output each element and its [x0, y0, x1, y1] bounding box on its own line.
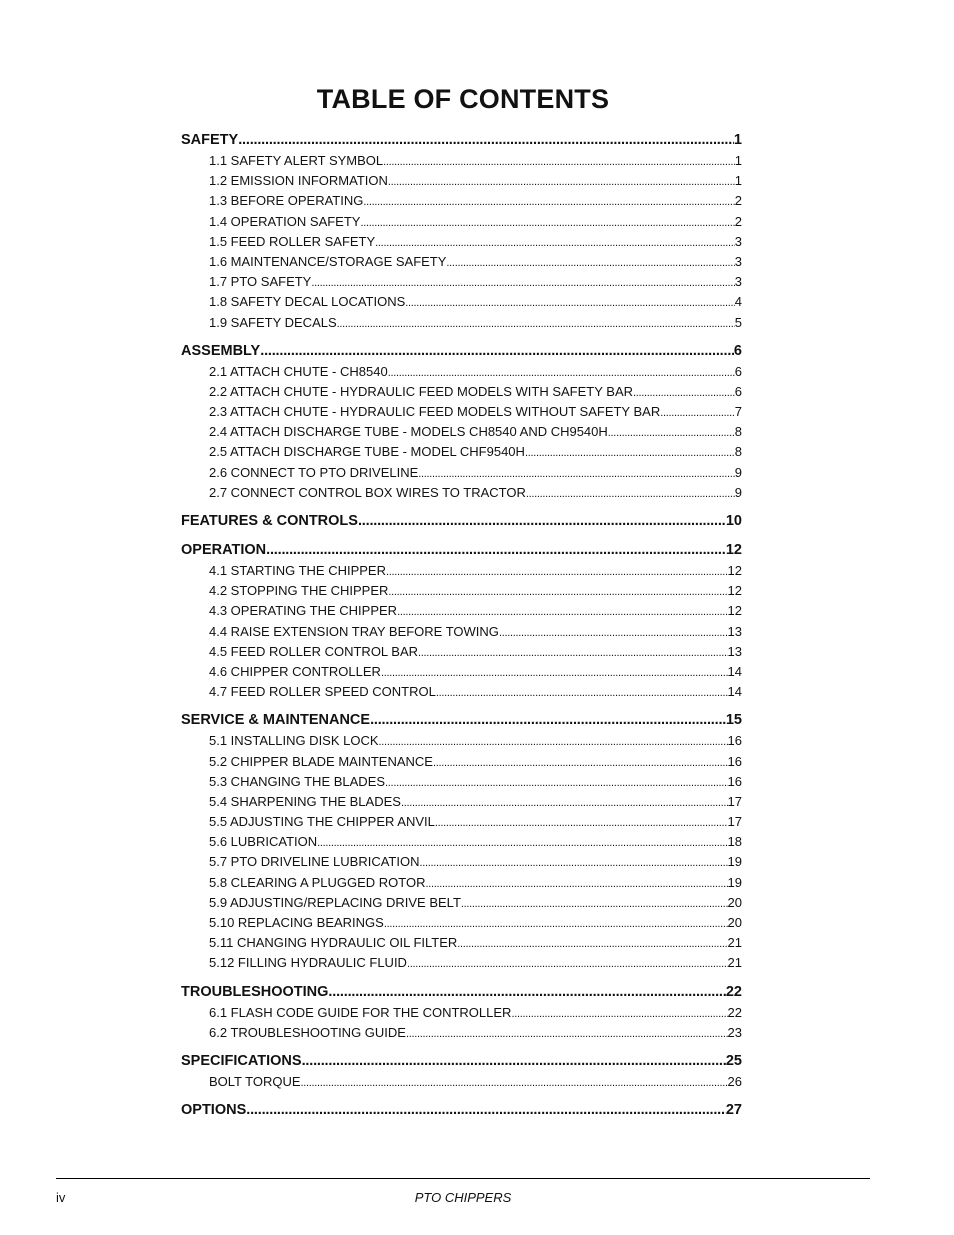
toc-page-number: 6: [733, 342, 742, 359]
toc-subsection-entry[interactable]: [181, 404, 742, 424]
toc-section: [181, 984, 742, 1045]
toc-subsection-title: 5.7 PTO DRIVELINE LUBRICATION: [209, 854, 420, 870]
toc-leader-dots: [406, 1028, 728, 1040]
toc-subsection-title: 5.1 INSTALLING DISK LOCK: [209, 733, 379, 749]
toc-leader-dots: [301, 1077, 728, 1089]
toc-page-number: 21: [727, 935, 742, 951]
toc-page-number: 19: [727, 854, 742, 870]
toc-page-number: 3: [734, 274, 742, 290]
toc-subsection-entry[interactable]: [181, 254, 742, 274]
toc-subsection-title: 1.1 SAFETY ALERT SYMBOL: [209, 153, 384, 168]
toc-subsection-entry[interactable]: [181, 485, 742, 505]
toc-page-number: 9: [734, 464, 742, 480]
toc-subsection-title: 2.3 ATTACH CHUTE - HYDRAULIC FEED MODELS WITHOUT SAFETY BAR: [209, 404, 661, 420]
footer-divider: [56, 1178, 870, 1179]
toc-section-entry[interactable]: [181, 132, 742, 153]
toc-page-number: 23: [727, 1024, 742, 1040]
toc-subsection-title: 5.6 LUBRICATION: [209, 834, 318, 850]
toc-page-number: 16: [727, 753, 742, 769]
toc-page-number: 14: [727, 684, 742, 700]
toc-leader-dots: [370, 712, 726, 728]
toc-page-number: 7: [734, 404, 742, 420]
table-of-contents: [181, 132, 742, 1131]
toc-page-number: 22: [727, 1004, 742, 1020]
toc-page-number: 21: [727, 955, 742, 971]
page-title: TABLE OF CONTENTS: [316, 84, 610, 114]
toc-subsection-title: 5.4 SHARPENING THE BLADES: [209, 793, 401, 809]
toc-subsection-entry[interactable]: [181, 834, 742, 854]
toc-subsection-entry[interactable]: [181, 424, 742, 444]
toc-page-number: 1: [734, 173, 742, 189]
toc-subsection-title: 5.3 CHANGING THE BLADES: [209, 773, 386, 789]
toc-page-number: 9: [734, 484, 742, 500]
toc-page-number: 12: [727, 603, 742, 619]
toc-leader-dots: [418, 647, 728, 659]
toc-subsection-title: 6.1 FLASH CODE GUIDE FOR THE CONTROLLER: [209, 1004, 512, 1020]
toc-page-number: 12: [725, 542, 742, 558]
toc-subsection-entry[interactable]: [181, 153, 742, 173]
toc-leader-dots: [260, 343, 734, 359]
toc-page-number: 27: [725, 1102, 742, 1119]
toc-page-number: 12: [727, 583, 742, 599]
toc-subsection-entry[interactable]: [181, 684, 742, 704]
toc-subsection-title: 4.3 OPERATING THE CHIPPER: [209, 603, 398, 619]
toc-leader-dots: [375, 237, 735, 249]
toc-subsection-entry[interactable]: [181, 875, 742, 895]
toc-page-number: 6: [734, 363, 742, 379]
toc-page-number: 6: [734, 383, 742, 399]
toc-page-number: 1: [733, 132, 742, 148]
toc-section-title: FEATURES & CONTROLS: [181, 513, 358, 529]
toc-subsection-title: BOLT TORQUE: [209, 1073, 301, 1089]
toc-leader-dots: [499, 627, 728, 639]
toc-leader-dots: [457, 938, 727, 950]
toc-leader-dots: [418, 468, 735, 480]
toc-subsection-title: 6.2 TROUBLESHOOTING GUIDE: [209, 1024, 406, 1040]
toc-leader-dots: [633, 387, 735, 399]
toc-section-entry[interactable]: [181, 513, 742, 534]
toc-section-title: SERVICE & MAINTENANCE: [181, 712, 371, 729]
toc-subsection-title: 5.11 CHANGING HYDRAULIC OIL FILTER: [209, 935, 458, 951]
toc-subsection-title: 4.7 FEED ROLLER SPEED CONTROL: [209, 684, 436, 700]
toc-leader-dots: [397, 606, 727, 618]
toc-page-number: 13: [727, 643, 742, 659]
toc-section-title: OPTIONS: [181, 1102, 247, 1119]
toc-subsection-entry[interactable]: [181, 624, 742, 644]
toc-subsection-entry[interactable]: [181, 214, 742, 234]
toc-section: [181, 343, 742, 505]
toc-section-title: SAFETY: [181, 132, 239, 148]
toc-section-title: TROUBLESHOOTING: [181, 983, 329, 1000]
toc-leader-dots: [358, 513, 726, 529]
toc-subsection-entry[interactable]: [181, 234, 742, 254]
toc-subsection-entry[interactable]: [181, 583, 742, 603]
toc-leader-dots: [379, 736, 728, 748]
toc-leader-dots: [302, 1053, 726, 1069]
toc-leader-dots: [525, 447, 735, 459]
toc-leader-dots: [436, 687, 728, 699]
toc-leader-dots: [363, 196, 734, 208]
toc-section: [181, 1102, 742, 1123]
toc-page-number: 22: [725, 983, 742, 1000]
footer-document-title: PTO CHIPPERS: [414, 1190, 512, 1205]
toc-subsection-title: 2.6 CONNECT TO PTO DRIVELINE: [209, 464, 419, 480]
toc-subsection-title: 2.1 ATTACH CHUTE - CH8540: [209, 363, 388, 379]
toc-subsection-entry[interactable]: [181, 465, 742, 485]
toc-page-number: 2: [734, 213, 742, 229]
toc-subsection-entry[interactable]: [181, 193, 742, 213]
toc-section: [181, 712, 742, 975]
toc-leader-dots: [383, 156, 735, 168]
toc-page-number: 13: [727, 623, 742, 639]
toc-subsection-title: 4.6 CHIPPER CONTROLLER: [209, 663, 381, 679]
toc-leader-dots: [446, 257, 734, 269]
toc-subsection-title: 5.12 FILLING HYDRAULIC FLUID: [209, 955, 407, 971]
toc-subsection-title: 2.4 ATTACH DISCHARGE TUBE - MODELS CH8540 AND CH9540H: [209, 424, 608, 440]
toc-leader-dots: [433, 757, 728, 769]
toc-subsection-title: 4.1 STARTING THE CHIPPER: [209, 563, 386, 578]
toc-subsection-entry[interactable]: [181, 444, 742, 464]
toc-subsection-entry[interactable]: [181, 603, 742, 623]
toc-section-entry[interactable]: [181, 542, 742, 563]
toc-leader-dots: [246, 1102, 726, 1118]
toc-subsection-entry[interactable]: [181, 895, 742, 915]
footer-page-number: iv: [56, 1190, 66, 1205]
toc-subsection-title: 2.7 CONNECT CONTROL BOX WIRES TO TRACTOR: [209, 484, 526, 500]
toc-leader-dots: [419, 857, 727, 869]
toc-page-number: 5: [734, 314, 742, 330]
toc-subsection-entry[interactable]: [181, 814, 742, 834]
toc-leader-dots: [360, 217, 734, 229]
toc-page-number: 17: [727, 793, 742, 809]
toc-subsection-title: 5.9 ADJUSTING/REPLACING DRIVE BELT: [209, 894, 461, 910]
toc-leader-dots: [384, 918, 728, 930]
toc-page-number: 3: [734, 253, 742, 269]
toc-subsection-entry[interactable]: [181, 274, 742, 294]
toc-section: [181, 513, 742, 534]
toc-subsection-entry[interactable]: [181, 1005, 742, 1025]
toc-subsection-entry[interactable]: [181, 294, 742, 314]
toc-leader-dots: [511, 1008, 727, 1020]
toc-section-entry[interactable]: [181, 1053, 742, 1074]
toc-page-number: 25: [725, 1052, 742, 1069]
toc-subsection-entry[interactable]: [181, 754, 742, 774]
toc-leader-dots: [405, 297, 735, 309]
toc-subsection-entry[interactable]: [181, 935, 742, 955]
toc-subsection-entry[interactable]: [181, 664, 742, 684]
toc-section-title: ASSEMBLY: [181, 342, 261, 359]
toc-page-number: 4: [734, 294, 742, 310]
toc-page-number: 8: [734, 444, 742, 460]
toc-subsection-title: 1.2 EMISSION INFORMATION: [209, 173, 388, 189]
toc-subsection-entry[interactable]: [181, 173, 742, 193]
toc-subsection-title: 5.2 CHIPPER BLADE MAINTENANCE: [209, 753, 433, 769]
toc-leader-dots: [388, 586, 727, 598]
toc-page-number: 10: [725, 513, 742, 529]
toc-leader-dots: [526, 488, 735, 500]
toc-leader-dots: [660, 407, 735, 419]
toc-subsection-entry[interactable]: [181, 563, 742, 583]
toc-leader-dots: [328, 984, 725, 1000]
toc-leader-dots: [435, 817, 728, 829]
toc-leader-dots: [317, 837, 727, 849]
toc-page-number: 26: [727, 1073, 742, 1089]
toc-page-number: 17: [727, 814, 742, 830]
toc-subsection-entry[interactable]: [181, 315, 742, 335]
toc-leader-dots: [385, 777, 727, 789]
toc-leader-dots: [311, 277, 734, 289]
toc-leader-dots: [266, 542, 726, 558]
toc-section-entry[interactable]: [181, 984, 742, 1005]
toc-subsection-entry[interactable]: [181, 644, 742, 664]
toc-subsection-entry[interactable]: [181, 774, 742, 794]
toc-page-number: 1: [734, 153, 742, 168]
toc-subsection-title: 5.5 ADJUSTING THE CHIPPER ANVIL: [209, 814, 435, 830]
toc-subsection-title: 1.9 SAFETY DECALS: [209, 314, 337, 330]
toc-page-number: 20: [727, 915, 742, 930]
toc-leader-dots: [461, 898, 728, 910]
toc-subsection-entry[interactable]: [181, 384, 742, 404]
toc-page-number: 20: [727, 894, 742, 910]
toc-section-title: SPECIFICATIONS: [181, 1052, 302, 1069]
toc-subsection-entry[interactable]: [181, 915, 742, 935]
toc-subsection-title: 1.6 MAINTENANCE/STORAGE SAFETY: [209, 253, 447, 269]
toc-subsection-title: 1.3 BEFORE OPERATING: [209, 193, 364, 209]
toc-subsection-title: 4.2 STOPPING THE CHIPPER: [209, 583, 389, 599]
toc-page-number: 16: [727, 733, 742, 749]
toc-subsection-title: 2.5 ATTACH DISCHARGE TUBE - MODEL CHF9540H: [209, 444, 525, 460]
toc-section: [181, 542, 742, 704]
toc-subsection-entry[interactable]: [181, 794, 742, 814]
toc-page-number: 19: [727, 874, 742, 890]
toc-page-number: 15: [725, 712, 742, 729]
toc-leader-dots: [608, 427, 735, 439]
toc-subsection-title: 5.10 REPLACING BEARINGS: [209, 915, 384, 930]
toc-subsection-entry[interactable]: [181, 1025, 742, 1045]
toc-subsection-title: 1.4 OPERATION SAFETY: [209, 213, 361, 229]
toc-subsection-title: 4.5 FEED ROLLER CONTROL BAR: [209, 643, 419, 659]
toc-leader-dots: [388, 176, 735, 188]
toc-subsection-title: 1.5 FEED ROLLER SAFETY: [209, 233, 376, 249]
toc-leader-dots: [386, 566, 728, 578]
toc-section-entry[interactable]: [181, 712, 742, 733]
toc-subsection-entry[interactable]: [181, 364, 742, 384]
toc-leader-dots: [337, 318, 735, 330]
toc-page-number: 3: [734, 233, 742, 249]
toc-subsection-entry[interactable]: [181, 1074, 742, 1094]
toc-section-entry[interactable]: [181, 343, 742, 364]
toc-subsection-title: 5.8 CLEARING A PLUGGED ROTOR: [209, 874, 426, 890]
toc-subsection-title: 2.2 ATTACH CHUTE - HYDRAULIC FEED MODELS WITH SAFETY BAR: [209, 383, 634, 399]
toc-leader-dots: [401, 797, 728, 809]
toc-subsection-entry[interactable]: [181, 955, 742, 975]
toc-subsection-title: 1.8 SAFETY DECAL LOCATIONS: [209, 294, 406, 310]
toc-page-number: 14: [727, 663, 742, 679]
toc-subsection-entry[interactable]: [181, 854, 742, 874]
toc-section-title: OPERATION: [181, 542, 267, 558]
toc-page-number: 8: [734, 424, 742, 440]
toc-subsection-entry[interactable]: [181, 733, 742, 753]
toc-leader-dots: [426, 878, 728, 890]
toc-section: [181, 1053, 742, 1094]
toc-leader-dots: [238, 132, 734, 148]
toc-section-entry[interactable]: [181, 1102, 742, 1123]
toc-leader-dots: [388, 367, 735, 379]
toc-page-number: 18: [727, 834, 742, 850]
toc-section: [181, 132, 742, 335]
toc-leader-dots: [381, 667, 728, 679]
toc-subsection-title: 4.4 RAISE EXTENSION TRAY BEFORE TOWING: [209, 623, 499, 639]
toc-leader-dots: [407, 958, 728, 970]
toc-page-number: 16: [727, 773, 742, 789]
toc-page-number: 2: [734, 193, 742, 209]
toc-subsection-title: 1.7 PTO SAFETY: [209, 274, 312, 290]
toc-page-number: 12: [727, 563, 742, 578]
